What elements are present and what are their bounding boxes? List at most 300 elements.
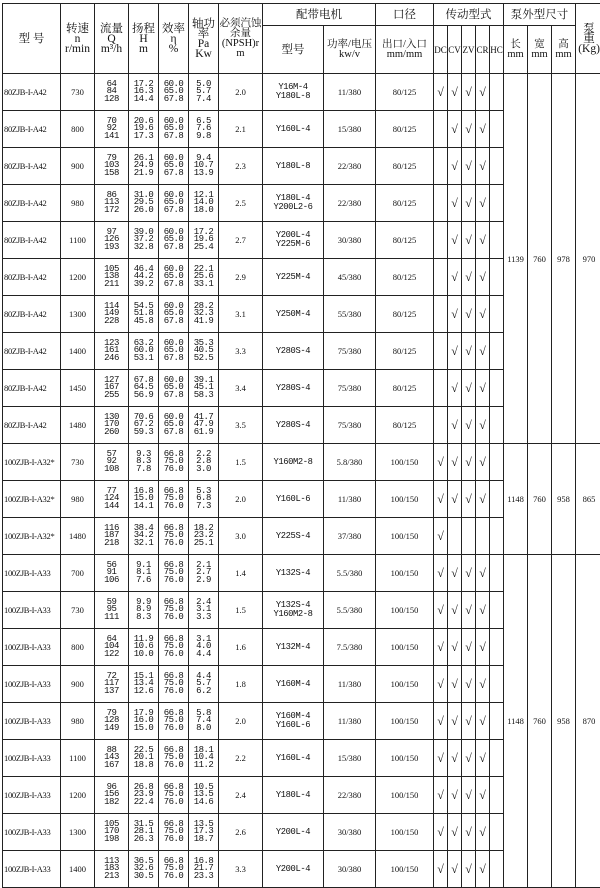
empty-check-cell [434,185,448,222]
check-mark: √ [448,703,462,740]
cell-efficiency: 60.0 65.0 67.8 [159,259,189,296]
pump-spec-table [2,3,600,888]
cell-model: 80ZJB-I-A42 [3,111,61,148]
cell-head: 17.2 16.3 14.4 [129,74,159,111]
empty-check-cell [490,148,504,185]
cell-outlet-inlet: 100/150 [376,444,434,481]
empty-check-cell [490,222,504,259]
cell-power-voltage: 75/380 [324,407,376,444]
check-mark: √ [462,222,476,259]
check-mark: √ [448,777,462,814]
header-motor-group: 配带电机 [263,4,376,26]
check-mark: √ [434,555,448,592]
cell-motor-model: Y160M-4 Y160L-6 [263,703,324,740]
check-mark: √ [462,703,476,740]
cell-power-voltage: 75/380 [324,333,376,370]
cell-speed: 980 [61,703,95,740]
cell-npsh: 3.3 [219,851,263,888]
cell-efficiency: 60.0 65.0 67.8 [159,222,189,259]
empty-check-cell [490,814,504,851]
cell-shaft-power: 2.1 2.7 2.9 [189,555,219,592]
cell-efficiency: 60.0 65.0 67.8 [159,296,189,333]
header-drive-group: 传动型式 [434,4,504,26]
check-mark: √ [476,296,490,333]
cell-npsh: 2.7 [219,222,263,259]
empty-check-cell [490,74,504,111]
header-drive-dc: DC [434,26,448,74]
header-power-voltage: 功率/电压 kw/v [324,26,376,74]
cell-shaft-power: 13.5 17.3 18.7 [189,814,219,851]
cell-npsh: 1.8 [219,666,263,703]
cell-head: 9.9 8.9 8.3 [129,592,159,629]
header-width: 宽 mm [528,26,552,74]
check-mark: √ [476,555,490,592]
cell-speed: 1400 [61,851,95,888]
cell-head: 38.4 34.2 32.1 [129,518,159,555]
cell-width: 760 [528,444,552,555]
cell-power-voltage: 30/380 [324,814,376,851]
cell-npsh: 2.3 [219,148,263,185]
check-mark: √ [434,518,448,555]
header-height: 高 mm [552,26,576,74]
cell-shaft-power: 41.7 47.9 61.9 [189,407,219,444]
check-mark: √ [462,111,476,148]
cell-speed: 1100 [61,222,95,259]
empty-check-cell [490,481,504,518]
check-mark: √ [448,259,462,296]
empty-check-cell [490,555,504,592]
cell-model: 80ZJB-I-A42 [3,74,61,111]
cell-motor-model: Y132M-4 [263,629,324,666]
table-row [3,444,600,481]
cell-speed: 900 [61,148,95,185]
cell-power-voltage: 11/380 [324,74,376,111]
cell-shaft-power: 5.8 7.4 8.0 [189,703,219,740]
cell-flow: 70 92 141 [95,111,129,148]
header-model: 型 号 [3,4,61,74]
cell-power-voltage: 22/380 [324,148,376,185]
check-mark: √ [476,407,490,444]
cell-shaft-power: 28.2 32.3 41.9 [189,296,219,333]
check-mark: √ [434,814,448,851]
empty-check-cell [490,518,504,555]
check-mark: √ [462,814,476,851]
check-mark: √ [462,185,476,222]
cell-model: 100ZJB-I-A33 [3,629,61,666]
check-mark: √ [462,666,476,703]
check-mark: √ [448,592,462,629]
cell-shaft-power: 22.1 25.6 33.1 [189,259,219,296]
cell-flow: 105 170 198 [95,814,129,851]
header-size-group: 泵外型尺寸 [504,4,576,26]
cell-npsh: 2.5 [219,185,263,222]
empty-check-cell [490,111,504,148]
cell-speed: 980 [61,185,95,222]
cell-motor-model: Y280S-4 [263,333,324,370]
cell-weight: 970 [576,74,600,444]
check-mark: √ [476,222,490,259]
cell-efficiency: 60.0 65.0 67.8 [159,148,189,185]
check-mark: √ [434,703,448,740]
check-mark: √ [476,444,490,481]
cell-motor-model: Y132S-4 [263,555,324,592]
cell-outlet-inlet: 100/150 [376,518,434,555]
cell-npsh: 2.0 [219,481,263,518]
cell-head: 67.8 64.5 56.9 [129,370,159,407]
check-mark: √ [462,370,476,407]
check-mark: √ [462,333,476,370]
cell-flow: 96 156 182 [95,777,129,814]
cell-motor-model: Y180L-8 [263,148,324,185]
cell-power-voltage: 5.5/380 [324,592,376,629]
cell-shaft-power: 18.1 10.4 11.2 [189,740,219,777]
cell-speed: 900 [61,666,95,703]
cell-shaft-power: 6.5 7.6 9.8 [189,111,219,148]
cell-flow: 105 138 211 [95,259,129,296]
cell-efficiency: 66.8 75.0 76.0 [159,851,189,888]
check-mark: √ [448,185,462,222]
cell-flow: 72 117 137 [95,666,129,703]
check-mark: √ [476,111,490,148]
cell-outlet-inlet: 80/125 [376,407,434,444]
check-mark: √ [448,555,462,592]
cell-npsh: 3.4 [219,370,263,407]
empty-check-cell [490,666,504,703]
cell-npsh: 2.0 [219,703,263,740]
check-mark: √ [434,629,448,666]
header-efficiency: 效率 η % [159,4,189,74]
cell-model: 80ZJB-I-A42 [3,370,61,407]
cell-power-voltage: 30/380 [324,222,376,259]
cell-flow: 88 143 167 [95,740,129,777]
cell-head: 16.8 15.0 14.1 [129,481,159,518]
cell-npsh: 3.5 [219,407,263,444]
header-diameter-group: 口径 [376,4,434,26]
check-mark: √ [448,296,462,333]
cell-outlet-inlet: 100/150 [376,851,434,888]
cell-power-voltage: 37/380 [324,518,376,555]
empty-check-cell [434,333,448,370]
header-head: 扬程 H m [129,4,159,74]
cell-motor-model: Y160L-6 [263,481,324,518]
cell-motor-model: Y160L-4 [263,111,324,148]
cell-model: 80ZJB-I-A42 [3,407,61,444]
cell-outlet-inlet: 100/150 [376,703,434,740]
empty-check-cell [490,777,504,814]
check-mark: √ [448,629,462,666]
check-mark: √ [462,592,476,629]
cell-flow: 97 126 193 [95,222,129,259]
cell-outlet-inlet: 100/150 [376,666,434,703]
cell-head: 11.9 10.6 10.0 [129,629,159,666]
cell-height: 958 [552,555,576,888]
cell-outlet-inlet: 100/150 [376,481,434,518]
cell-outlet-inlet: 100/150 [376,592,434,629]
cell-power-voltage: 45/380 [324,259,376,296]
cell-outlet-inlet: 80/125 [376,333,434,370]
check-mark: √ [448,814,462,851]
cell-speed: 730 [61,444,95,481]
empty-check-cell [490,407,504,444]
cell-motor-model: Y280S-4 [263,370,324,407]
check-mark: √ [448,333,462,370]
spec-table-body [3,74,600,888]
empty-check-cell [490,444,504,481]
empty-check-cell [490,703,504,740]
cell-speed: 1300 [61,296,95,333]
check-mark: √ [476,259,490,296]
cell-motor-model: Y16M-4 Y180L-8 [263,74,324,111]
header-npsh: 必须汽蚀 余量 (NPSH)r m [219,4,263,74]
cell-flow: 130 170 260 [95,407,129,444]
cell-efficiency: 60.0 65.0 67.8 [159,370,189,407]
cell-head: 26.1 24.9 21.9 [129,148,159,185]
cell-model: 80ZJB-I-A42 [3,185,61,222]
cell-model: 100ZJB-I-A33 [3,555,61,592]
cell-speed: 1300 [61,814,95,851]
cell-model: 80ZJB-I-A42 [3,148,61,185]
cell-efficiency: 66.8 75.0 76.0 [159,703,189,740]
table-row [3,555,600,592]
cell-head: 31.0 29.5 26.0 [129,185,159,222]
empty-check-cell [490,629,504,666]
cell-efficiency: 66.8 75.0 76.0 [159,629,189,666]
cell-motor-model: Y180L-4 Y200L2-6 [263,185,324,222]
cell-speed: 1480 [61,518,95,555]
cell-flow: 86 113 172 [95,185,129,222]
empty-check-cell [448,518,462,555]
check-mark: √ [448,666,462,703]
cell-shaft-power: 2.2 2.8 3.0 [189,444,219,481]
cell-length: 1148 [504,444,528,555]
check-mark: √ [434,444,448,481]
cell-power-voltage: 11/380 [324,703,376,740]
cell-power-voltage: 7.5/380 [324,629,376,666]
cell-head: 54.5 51.8 45.8 [129,296,159,333]
cell-npsh: 2.2 [219,740,263,777]
cell-head: 70.6 67.2 59.3 [129,407,159,444]
cell-flow: 77 124 144 [95,481,129,518]
empty-check-cell [490,333,504,370]
cell-motor-model: Y225S-4 [263,518,324,555]
cell-efficiency: 66.8 75.0 76.0 [159,814,189,851]
check-mark: √ [448,148,462,185]
cell-head: 20.6 19.6 17.3 [129,111,159,148]
cell-speed: 980 [61,481,95,518]
cell-efficiency: 66.8 75.0 76.0 [159,444,189,481]
cell-flow: 114 149 228 [95,296,129,333]
empty-check-cell [434,370,448,407]
empty-check-cell [490,851,504,888]
check-mark: √ [476,148,490,185]
cell-outlet-inlet: 100/150 [376,555,434,592]
check-mark: √ [434,740,448,777]
check-mark: √ [476,481,490,518]
cell-outlet-inlet: 80/125 [376,222,434,259]
cell-efficiency: 66.8 75.0 76.0 [159,666,189,703]
check-mark: √ [462,481,476,518]
cell-power-voltage: 5.8/380 [324,444,376,481]
cell-model: 80ZJB-I-A42 [3,222,61,259]
cell-head: 9.3 8.3 7.8 [129,444,159,481]
cell-model: 100ZJB-I-A33 [3,814,61,851]
cell-model: 100ZJB-I-A32* [3,444,61,481]
empty-check-cell [490,259,504,296]
cell-speed: 730 [61,592,95,629]
check-mark: √ [462,851,476,888]
cell-outlet-inlet: 100/150 [376,629,434,666]
table-row [3,74,600,111]
cell-shaft-power: 39.1 45.1 58.3 [189,370,219,407]
cell-power-voltage: 75/380 [324,370,376,407]
check-mark: √ [476,777,490,814]
empty-check-cell [434,296,448,333]
header-weight: 泵 重 (Kg) [576,4,600,74]
cell-head: 39.0 37.2 32.8 [129,222,159,259]
cell-width: 760 [528,555,552,888]
cell-npsh: 2.1 [219,111,263,148]
check-mark: √ [462,740,476,777]
check-mark: √ [434,481,448,518]
cell-length: 1148 [504,555,528,888]
cell-flow: 64 84 128 [95,74,129,111]
cell-efficiency: 60.0 65.0 67.8 [159,74,189,111]
check-mark: √ [476,592,490,629]
check-mark: √ [476,74,490,111]
check-mark: √ [462,777,476,814]
cell-speed: 1480 [61,407,95,444]
empty-check-cell [434,111,448,148]
cell-efficiency: 66.8 75.0 76.0 [159,555,189,592]
header-speed: 转速 n r/min [61,4,95,74]
check-mark: √ [476,666,490,703]
header-flow: 流量 Q m³/h [95,4,129,74]
cell-model: 80ZJB-I-A42 [3,296,61,333]
check-mark: √ [448,407,462,444]
check-mark: √ [476,851,490,888]
cell-power-voltage: 22/380 [324,185,376,222]
check-mark: √ [462,259,476,296]
cell-efficiency: 66.8 75.0 76.0 [159,592,189,629]
cell-motor-model: Y225M-4 [263,259,324,296]
cell-efficiency: 60.0 65.0 67.8 [159,407,189,444]
cell-npsh: 2.0 [219,74,263,111]
check-mark: √ [448,370,462,407]
cell-head: 17.9 16.0 15.0 [129,703,159,740]
cell-power-voltage: 15/380 [324,111,376,148]
cell-head: 36.5 32.6 30.5 [129,851,159,888]
cell-shaft-power: 5.0 5.7 7.4 [189,74,219,111]
cell-motor-model: Y132S-4 Y160M2-8 [263,592,324,629]
cell-power-voltage: 15/380 [324,740,376,777]
cell-motor-model: Y250M-4 [263,296,324,333]
cell-npsh: 2.4 [219,777,263,814]
cell-outlet-inlet: 80/125 [376,111,434,148]
cell-head: 63.2 60.0 53.1 [129,333,159,370]
cell-outlet-inlet: 80/125 [376,296,434,333]
cell-flow: 127 167 255 [95,370,129,407]
cell-model: 100ZJB-I-A33 [3,777,61,814]
check-mark: √ [448,222,462,259]
empty-check-cell [490,370,504,407]
cell-speed: 800 [61,629,95,666]
cell-motor-model: Y160M2-8 [263,444,324,481]
cell-efficiency: 66.8 75.0 76.0 [159,481,189,518]
cell-outlet-inlet: 80/125 [376,185,434,222]
check-mark: √ [434,777,448,814]
cell-head: 15.1 13.4 12.6 [129,666,159,703]
cell-npsh: 1.6 [219,629,263,666]
cell-power-voltage: 55/380 [324,296,376,333]
cell-motor-model: Y200L-4 Y225M-6 [263,222,324,259]
cell-model: 80ZJB-I-A42 [3,333,61,370]
cell-shaft-power: 18.2 23.2 25.1 [189,518,219,555]
empty-check-cell [490,185,504,222]
check-mark: √ [462,407,476,444]
cell-efficiency: 60.0 65.0 67.8 [159,185,189,222]
cell-flow: 64 104 122 [95,629,129,666]
cell-width: 760 [528,74,552,444]
cell-npsh: 2.9 [219,259,263,296]
cell-outlet-inlet: 100/150 [376,777,434,814]
check-mark: √ [448,74,462,111]
check-mark: √ [462,296,476,333]
cell-speed: 800 [61,111,95,148]
cell-speed: 1200 [61,259,95,296]
cell-model: 100ZJB-I-A33 [3,666,61,703]
header-drive-cr: CR [476,26,490,74]
cell-motor-model: Y200L-4 [263,814,324,851]
check-mark: √ [476,629,490,666]
cell-motor-model: Y160M-4 [263,666,324,703]
cell-model: 100ZJB-I-A32* [3,518,61,555]
cell-head: 26.8 23.9 22.4 [129,777,159,814]
cell-efficiency: 60.0 65.0 67.8 [159,111,189,148]
check-mark: √ [476,740,490,777]
cell-outlet-inlet: 80/125 [376,74,434,111]
check-mark: √ [476,703,490,740]
cell-power-voltage: 30/380 [324,851,376,888]
cell-outlet-inlet: 80/125 [376,148,434,185]
cell-shaft-power: 35.3 40.5 52.5 [189,333,219,370]
check-mark: √ [448,481,462,518]
cell-npsh: 3.1 [219,296,263,333]
cell-speed: 1400 [61,333,95,370]
cell-npsh: 3.0 [219,518,263,555]
cell-flow: 79 128 149 [95,703,129,740]
cell-npsh: 1.5 [219,444,263,481]
cell-power-voltage: 5.5/380 [324,555,376,592]
cell-head: 46.4 44.2 39.2 [129,259,159,296]
header-motor-model: 型号 [263,26,324,74]
cell-motor-model: Y180L-4 [263,777,324,814]
cell-model: 80ZJB-I-A42 [3,259,61,296]
empty-check-cell [476,518,490,555]
cell-length: 1139 [504,74,528,444]
check-mark: √ [434,74,448,111]
cell-model: 100ZJB-I-A32* [3,481,61,518]
cell-shaft-power: 9.4 10.7 13.9 [189,148,219,185]
check-mark: √ [462,74,476,111]
check-mark: √ [448,740,462,777]
empty-check-cell [490,740,504,777]
cell-weight: 870 [576,555,600,888]
cell-outlet-inlet: 100/150 [376,814,434,851]
cell-flow: 59 95 111 [95,592,129,629]
cell-power-voltage: 11/380 [324,666,376,703]
empty-check-cell [434,222,448,259]
check-mark: √ [476,814,490,851]
